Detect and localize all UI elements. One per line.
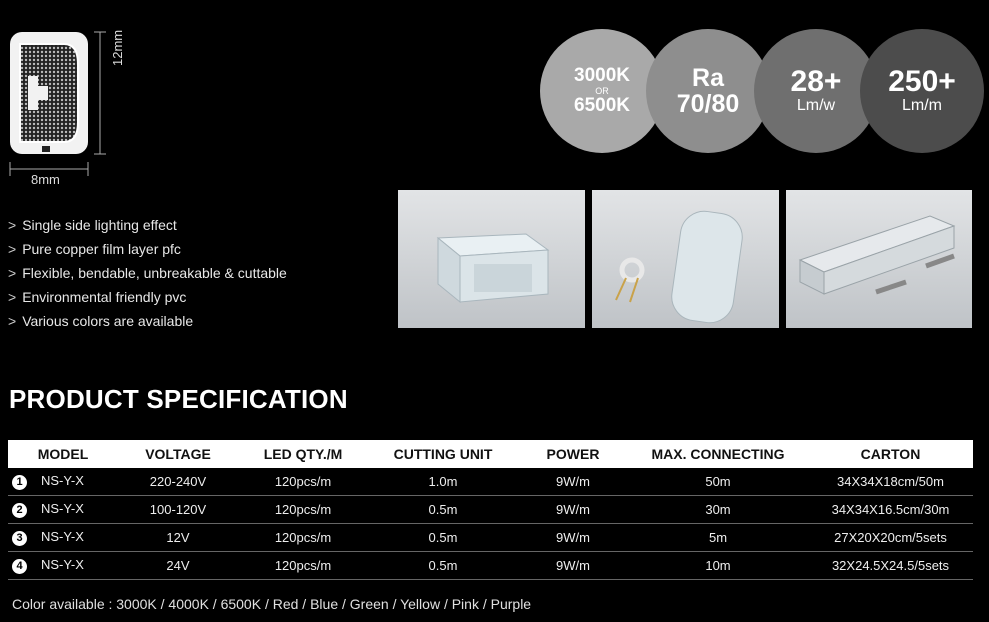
- feature-item: > Various colors are available: [8, 313, 194, 329]
- column-header: MAX. CONNECTING: [628, 440, 808, 468]
- feature-list: [8, 216, 287, 336]
- color-availability-note: Color available : 3000K / 4000K / 6500K / Red / Blue / Green / Yellow / Pink / Purple: [12, 596, 532, 612]
- row-number-badge: 2: [12, 503, 27, 518]
- height-dimension: 12mm: [110, 29, 125, 66]
- feature-item: > Environmental friendly pvc: [8, 289, 187, 305]
- column-header: MODEL: [8, 440, 118, 468]
- flux-badge: 250+ Lm/m: [860, 29, 984, 153]
- row-number-badge: 1: [12, 475, 27, 490]
- connector-pin-photo: [592, 190, 779, 328]
- chevron-right-icon: >: [8, 313, 17, 329]
- row-number-badge: 4: [12, 559, 27, 574]
- column-header: LED QTY./M: [238, 440, 368, 468]
- table-header-row: [8, 440, 973, 468]
- section-title: PRODUCT SPECIFICATION: [9, 384, 348, 414]
- chevron-right-icon: >: [8, 241, 17, 257]
- table-row: 1 NS-Y-X 220-240V 120pcs/m 1.0m 9W/m 50m 34X34X18cm/50m: [8, 468, 973, 496]
- column-header: CARTON: [808, 440, 973, 468]
- spec-table: [8, 440, 973, 580]
- column-header: POWER: [518, 440, 628, 468]
- table-row: 4 NS-Y-X 24V 120pcs/m 0.5m 9W/m 10m 32X24.5X24.5/5sets: [8, 552, 973, 580]
- table-row: 2 NS-Y-X 100-120V 120pcs/m 0.5m 9W/m 30m 34X34X16.5cm/30m: [8, 496, 973, 524]
- feature-item: > Pure copper film layer pfc: [8, 241, 181, 257]
- chevron-right-icon: >: [8, 265, 17, 281]
- chevron-right-icon: >: [8, 217, 17, 233]
- feature-item: > Flexible, bendable, unbreakable & cuttable: [8, 265, 287, 281]
- mounting-channel-photo: [786, 190, 972, 328]
- column-header: CUTTING UNIT: [368, 440, 518, 468]
- feature-item: > Single side lighting effect: [8, 217, 177, 233]
- table-row: 3 NS-Y-X 12V 120pcs/m 0.5m 9W/m 5m 27X20X20cm/5sets: [8, 524, 973, 552]
- cct-badge: 3000K OR 6500K: [540, 29, 664, 153]
- chevron-right-icon: >: [8, 289, 17, 305]
- column-header: VOLTAGE: [118, 440, 238, 468]
- end-cap-photo: [398, 190, 585, 328]
- row-number-badge: 3: [12, 531, 27, 546]
- width-dimension: 8mm: [31, 172, 60, 187]
- ra-badge: Ra 70/80: [646, 29, 770, 153]
- efficacy-badge: 28+ Lm/w: [754, 29, 878, 153]
